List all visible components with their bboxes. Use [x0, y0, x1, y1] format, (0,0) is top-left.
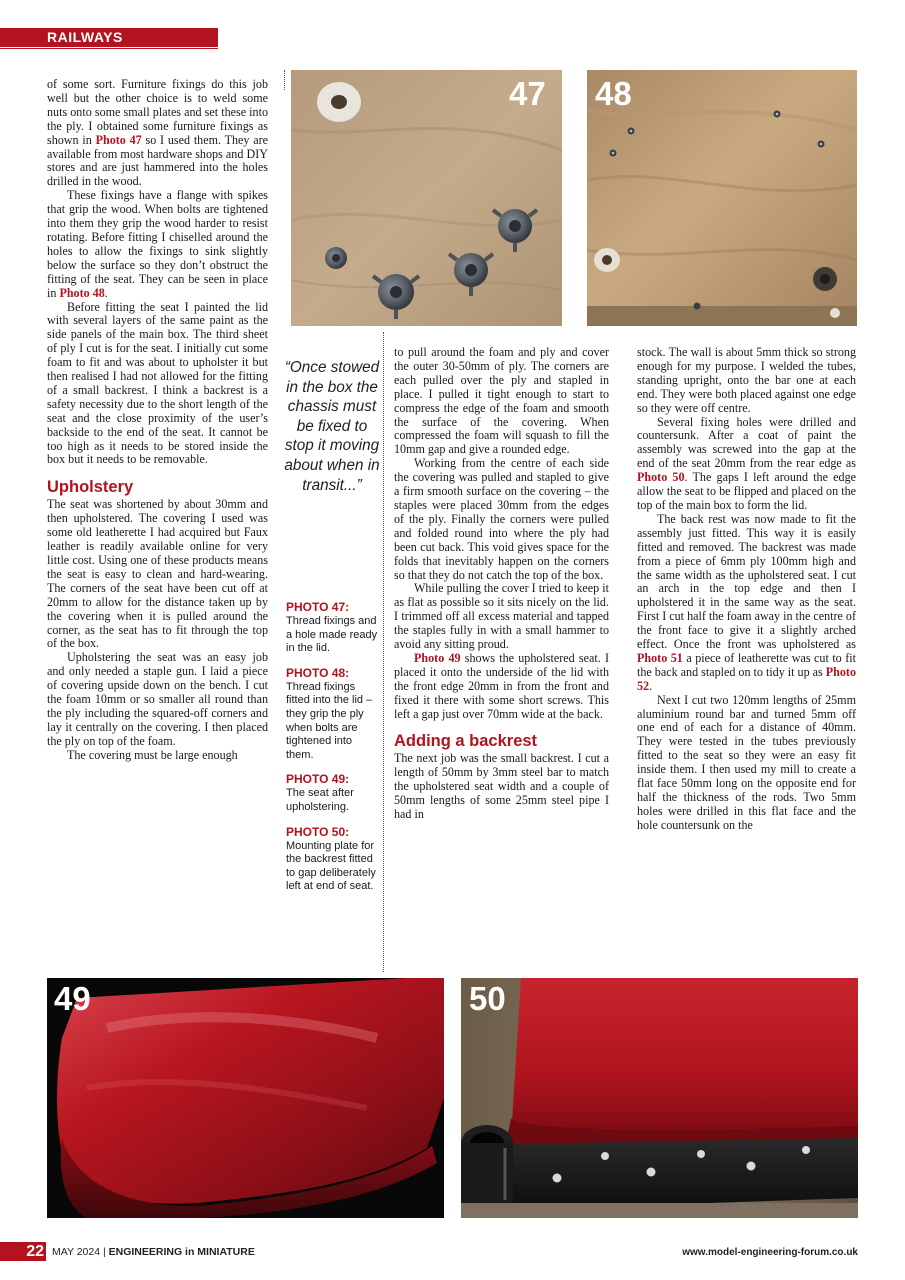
section-label: RAILWAYS — [47, 29, 123, 45]
issue-line: MAY 2024 | ENGINEERING in MINIATURE — [52, 1246, 255, 1258]
section-heading: Adding a backrest — [394, 732, 538, 751]
magazine-title: ENGINEERING in MINIATURE — [108, 1246, 255, 1258]
section-heading: Upholstery — [47, 478, 134, 497]
photo-49 — [47, 978, 444, 1218]
photo-49-image — [47, 978, 444, 1218]
paragraph: Photo 49 shows the upholstered seat. I placed it onto the underside of the lid with the front edge 20mm in from the front and fixed it there with some short screws. This left a gap just over 70mm wide at the back. — [394, 650, 609, 721]
photo-48 — [587, 70, 857, 326]
caption-label: PHOTO 50: — [286, 824, 350, 839]
paragraph: Before fitting the seat I painted the lid with several layers of the same paint as the side panels of the main box. The third sheet of ply I cut is for the seat. I initially cut some foam to fit and was about to upholster it but then realised I had not allowed for the fitting of a small backrest. I think a backrest is a safety necessity due to the short length of the seat and the close proximity of the user’s backside to the end of the seat. It cannot be too high as it needs to be stored inside the box but it needs to be removable. — [47, 299, 268, 467]
column-divider — [383, 332, 384, 972]
caption-label: PHOTO 47: — [286, 600, 350, 614]
caption-text: Thread fixings fitted into the lid – they grip the ply when bolts are tightened into them. — [286, 680, 373, 761]
photo-number: 50 — [469, 980, 506, 1017]
photo-ref: Photo 49 — [414, 650, 461, 665]
article-column-4 — [637, 346, 856, 833]
section-rule — [0, 48, 218, 49]
photo-ref: Photo 51 — [637, 650, 683, 665]
photo-50 — [461, 978, 858, 1218]
paragraph: These fixings have a flange with spikes that grip the wood. When bolts are tightened into them they grip the wood harder to resist rotating. Before fitting I chiselled around the holes to allow the fixings to sink slightly below the surface so they don’t obstruct the fitting of the seat. They can be seen in place in Photo 48. — [47, 188, 268, 300]
caption-column — [286, 600, 380, 904]
paragraph: stock. The wall is about 5mm thick so strong enough for my purpose. I welded the tubes, standing upright, onto the bar one at each end. They were both placed against one edge so they were off centre. — [637, 345, 856, 415]
paragraph: The covering must be large enough — [67, 747, 238, 762]
paragraph: While pulling the cover I tried to keep it as flat as possible so it sits nicely on the lid. I trimmed off all excess material and tapped the staples fully in with a small hammer to avoid any sitting proud. — [394, 581, 609, 652]
website-url: www.model-engineering-forum.co.uk — [682, 1247, 858, 1258]
caption-photo-49 — [286, 772, 380, 814]
page-footer — [0, 1237, 905, 1261]
photo-number: 47 — [509, 75, 546, 112]
photo-number: 49 — [54, 980, 91, 1017]
paragraph: Upholstering the seat was an easy job and only needed a staple gun. I laid a piece of covering upside down on the bench. I cut the foam 10mm or so smaller all round than the ply including the squared-off corners and lay it centrally on the covering. I then placed the ply on top of the foam. — [47, 650, 268, 748]
caption-photo-47 — [286, 600, 380, 656]
article-column-3 — [394, 346, 609, 822]
caption-photo-50 — [286, 825, 380, 894]
photo-47 — [291, 70, 562, 326]
photo-ref: Photo 52 — [637, 664, 856, 693]
paragraph: Working from the centre of each side the covering was pulled and stapled to give a firm smooth surface on the covering – the staples were placed 30mm from the edges of the ply. Finally the corners were pulled and folded round into where the ply had been cut back. This void gives space for the folds that inevitably happen on the corners so that they do not catch the top of the box. — [394, 456, 609, 582]
paragraph: The next job was the small backrest. I cut a length of 50mm by 3mm steel bar to match the upholstered seat width and a couple of 50mm lengths of some 25mm steel pipe I had in — [394, 751, 609, 822]
paragraph: Several fixing holes were drilled and countersunk. After a coat of paint the assembly was screwed into the gap at the end of the seat 20mm from the rear edge as Photo 50. The gaps I left around the edge allow the seat to be flipped and placed on the top of the main box to form the lid. — [637, 414, 856, 512]
caption-label: PHOTO 48: — [286, 665, 350, 680]
pull-quote: “Once stowed in the box the chassis must be fixed to stop it moving about when in transit...” — [284, 359, 380, 494]
caption-text: Thread fixings and a hole made ready in the lid. — [286, 615, 378, 655]
caption-text: The seat after upholstering. — [286, 787, 354, 813]
paragraph: The seat was shortened by about 30mm and then upholstered. The covering I used was some old leatherette I had acquired but Faux leather is readily available online for very little cost. Using one of these products means the seat is easy to clean and hard-wearing. The corners of the seat have been cut off at 20mm to allow for the distance taken up by the covering when it is pulled around the corner, as the seat has to fit through the top of the box. — [47, 497, 268, 651]
photo-50-image — [461, 978, 858, 1218]
paragraph: The back rest was now made to fit the assembly just fitted. This way it is easily fitted and removed. The backrest was made from a piece of 6mm ply 100mm high and the same width as the upholstered seat. I cut an arch in the top edge and then I upholstered it in the same way as the seat. First I cut half the foam away in the centre of the front face to give it a slightly arched effect. Once the front was upholstered as Photo 51 a piece of leatherette was cut to fit the back and stapled on to tidy it up as Photo 52. — [637, 511, 856, 693]
photo-ref: Photo 47 — [95, 132, 142, 147]
photo-ref: Photo 48 — [59, 285, 105, 300]
page-number: 22 — [0, 1242, 46, 1261]
paragraph: Next I cut two 120mm lengths of 25mm aluminium round bar and turned 5mm off one end of each for a distance of 40mm. They were tested in the tubes previously fitted to the seat so they were an easy fit inside them. I then used my mill to create a flat face 50mm long on the opposite end for half the thickness of the rods. Two 5mm holes were drilled in this flat face and the hole countersunk on the — [637, 692, 856, 832]
section-tag — [0, 28, 218, 47]
photo-ref: Photo 50 — [637, 470, 685, 485]
paragraph: to pull around the foam and ply and cover the outer 30-50mm of ply. The corners are each pulled over the ply and stapled in place. I pulled it tight enough to start to compress the edge of the foam and smooth the surface of the covering. When compressed the foam will squash to fill the 10mm gap and give a rounded edge. — [394, 345, 609, 457]
caption-label: PHOTO 49: — [286, 772, 350, 787]
photo-number: 48 — [595, 75, 632, 112]
column-divider — [284, 70, 285, 90]
caption-text: Mounting plate for the backrest fitted to gap deliberately left at end of seat. — [286, 839, 376, 893]
paragraph: of some sort. Furniture fixings do this job well but the other choice is to weld some nuts onto some small plates and set these into the ply. I obtained some furniture fixings as shown in Photo 47 so I used them. They are available from most hardware shops and DIY stores and are just hammered into the holes drilled in the wood. — [47, 77, 268, 189]
caption-photo-48 — [286, 666, 380, 763]
article-column-1 — [47, 78, 268, 763]
issue-date: MAY 2024 — [52, 1246, 101, 1258]
